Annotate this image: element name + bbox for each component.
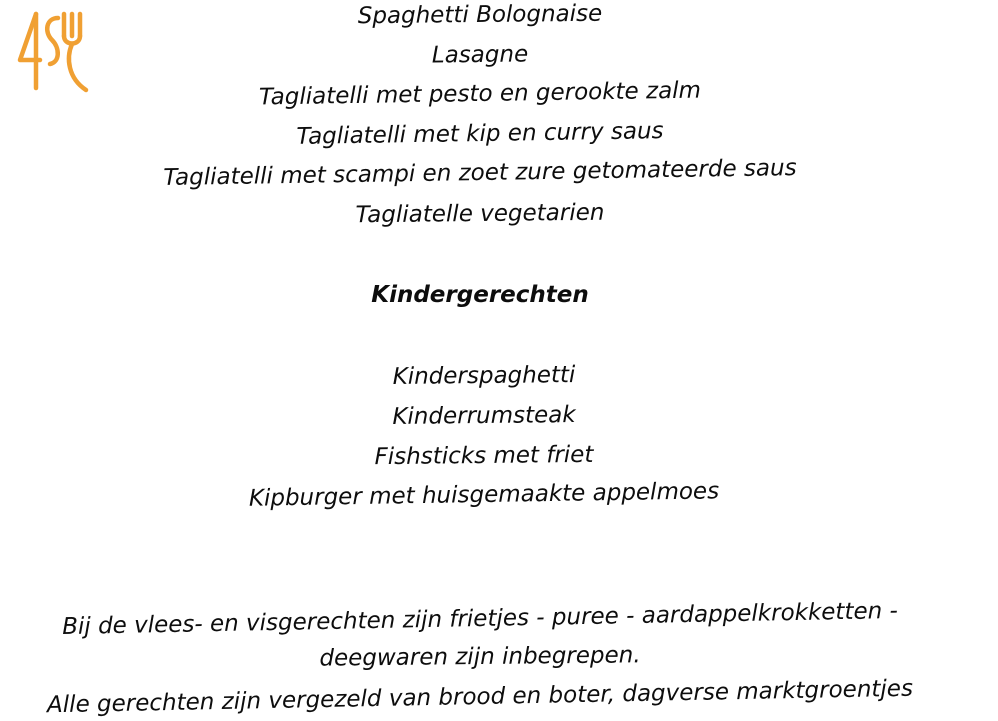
note-line: Bij de vlees- en visgerechten zijn frietjes - puree - aardappelkrokketten - (61, 597, 899, 641)
menu-item: Lasagne (431, 41, 529, 69)
note-line: Alle gerechten zijn vergezeld van brood en boter, dagverse marktgroentjes (46, 675, 914, 719)
kids-menu-item: Fishsticks met friet (374, 441, 594, 471)
menu-item: Tagliatelli met scampi en zoet zure getomateerde saus (163, 155, 797, 191)
kids-menu-item: Kinderspaghetti (392, 362, 576, 390)
menu-item: Tagliatelli met kip en curry saus (296, 118, 664, 150)
kids-menu-item: Kinderrumsteak (392, 402, 576, 430)
menu-item: Spaghetti Bolognaise (357, 0, 603, 30)
menu-item: Tagliatelli met pesto en gerookte zalm (258, 77, 702, 111)
menu-item: Tagliatelle vegetarien (355, 199, 605, 229)
note-line: deegwaren zijn inbegrepen. (319, 642, 641, 672)
kids-menu-item: Kipburger met huisgemaakte appelmoes (248, 478, 720, 512)
section-heading-kids: Kindergerechten (371, 282, 589, 308)
